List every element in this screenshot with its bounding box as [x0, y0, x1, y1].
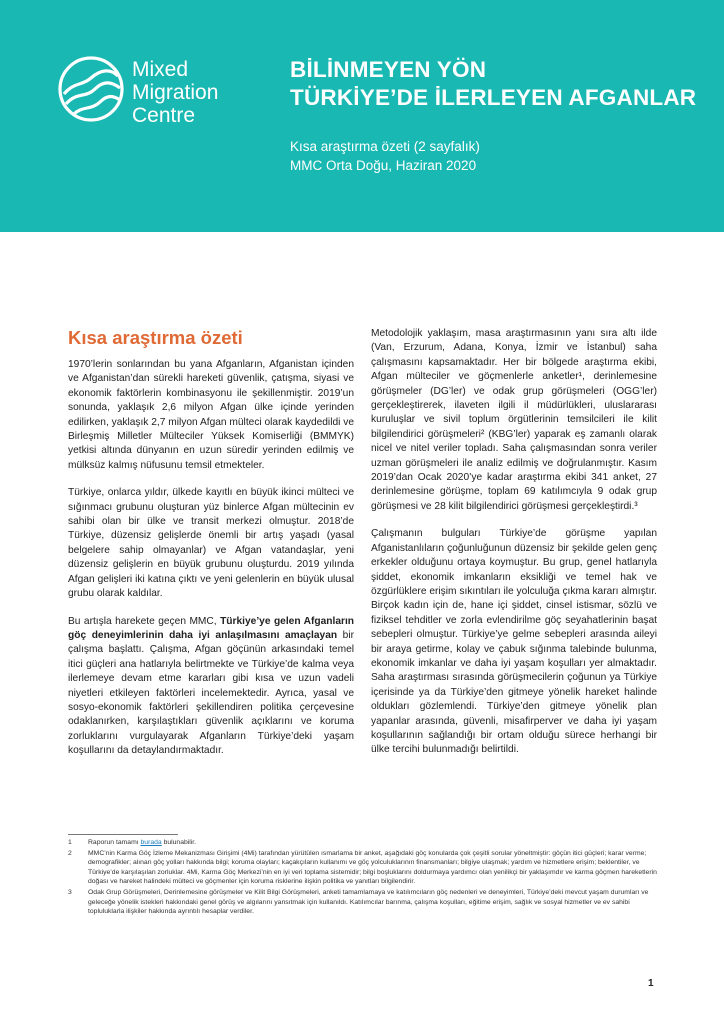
- left-paragraph-3-end: bir çalışma başlattı. Çalışma, Afgan göçünün arkasındaki temel itici güçleri ana hatlarıyla belirtmekte ve Türkiye’de kalma veya ilerlemeye devam etme kararları gibi kısa ve uzun vadeli niyetleri etkileyen faktörleri incelemektedir. Ayrıca, yasal ve sosyo-ekonomik faktörleri şekillendiren politika çerçevesine odaklanırken, karşılaştıkları güvenlik açıklarını ve koruma zorluklarını vurgulayarak Afganların Türkiye’deki yaşam koşullarını da detaylandırmaktadır.: [68, 629, 355, 757]
- footnote-number: 2: [68, 849, 72, 857]
- left-paragraph-3-bold: Türkiye’ye gelen Afganların göç deneyimlerinin daha iyi anlaşılmasını amaçlayan: [68, 615, 355, 641]
- report-title: [290, 56, 696, 112]
- section-title: Kısa araştırma özeti: [68, 327, 243, 348]
- mmc-logo-text: [132, 58, 218, 127]
- subtitle-line-2: MMC Orta Doğu, Haziran 2020: [290, 158, 477, 173]
- logo-line-3: Centre: [132, 104, 196, 127]
- logo-line-2: Migration: [132, 81, 219, 104]
- footnote-3: [68, 888, 658, 917]
- report-subtitle: [290, 137, 480, 175]
- footnote-1-text-end: bulunabilir.: [161, 839, 197, 846]
- footnote-text: [88, 838, 658, 848]
- mmc-logo-icon: [58, 56, 124, 122]
- right-paragraph-1: Metodolojik yaklaşım, masa araştırmasının yanı sıra altı ilde (Van, Erzurum, Adana, Konya, İzmir ve İstanbul) saha çalışmasını kapsamaktadır. Her bir bölgede araştırma ekibi, Afgan mülteciler ve göçmenlerle anketler¹, derinlemesine görüşmeler (DG’ler) ve odak grup görüşmeleri (OGG’ler) gerçekleştirerek, ilaveten ilgili il müdürlükleri, uluslararası kuruluşlar ve sivil toplum örgütlerinin temsilcileri ile kilit bilgilendirici görüşmeleri² (KBG’ler) yaparak eş zamanlı olarak nicel ve nitel veriler topladı. Saha çalışmasından sonra veriler uzman görüşmeleri ile analiz edilmiş ve doğrulanmıştır. Kasım 2019’dan Ocak 2020’ye kadar araştırma ekibi 341 anket, 27 derinlemesine görüşme, toplam 69 katılımcıyla 9 odak grup görüşmesi ve 28 kilit bilgilendirici görüşmesi gerçekleştirdi.³: [371, 328, 657, 512]
- left-paragraph-3-start: Bu artışla harekete geçen MMC,: [68, 615, 221, 627]
- footnote-1: [68, 838, 658, 848]
- left-paragraph-1: 1970’lerin sonlarından bu yana Afganların, Afganistan içinden ve Afganistan’dan sürekli hareketi güvenlik, çatışma, siyasi ve ekonomik faktörlerin kombinasyonu ile şekillenmiştir. 2019’un sonunda, yaklaşık 2,6 milyon Afgan ülke içinde yerinden edilirken, yaklaşık 2,7 milyon Afgan mülteci olarak kaydedildi ve Birleşmiş Milletler Mülteciler Yüksek Komiserliği (BMMYK) yetkisi altında dünyanın en uzun süredir yerinden edilmiş ve mülksüz kalmış nüfusunu temsil etmekteler.: [68, 359, 354, 471]
- left-paragraph-3: [68, 615, 354, 759]
- footnote-divider: [68, 834, 178, 835]
- left-paragraph-2: Türkiye, onlarca yıldır, ülkede kayıtlı en büyük ikinci mülteci ve sığınmacı grubunu oluşturan yüz binlerce Afgan mültecinin ev sahibi olan bir ülke ve transit merkezi olmuştur. 2018’de Türkiye, düzensiz gelişlerde önemli bir artış yaşadı (yasal belgelere sahip olmayanlar) ve Afgan vatandaşlar, yeni düzensiz gelişlerin en büyük grubunu oluşturdu. 2019 yılında Afgan gelişleri iki katına çıktı ve yeni gelenlerin en büyük ulusal grubu olarak kaldılar.: [68, 487, 354, 600]
- report-header: [0, 0, 724, 232]
- title-line-2: TÜRKİYE’DE İLERLEYEN AFGANLAR: [290, 85, 697, 110]
- left-column: [68, 358, 354, 772]
- footnote-text: MMC’nin Karma Göç İzleme Mekanizması Girişimi (4Mi) tarafından yürütülen ısmarlama bir anket, aşağıdaki göç konularda çok çeşitli sorular yöneltmiştir: göçün itici güçleri; karar verme; demografikler; alınan göç yolları hakkında bilgi; koruma olayları; kaçakçıların kullanımı ve göç yolculuklarının finansmanları; bilgiye ulaşmak; yardım ve hizmetlere erişim; beklentiler, ve Türkiye’de karşılaşılan zorluklar. 4Mi, Karma Göç Merkezi’nin en iyi veri toplama sistemidir; bilgi boşluklarını doldurmaya yardımcı olan yenilikçi bir yaklaşımdır ve karma göçmen hareketlerin doğası ve hareket halindeki mülteci ve göçmenler için koruma risklerine ilişkin politika ve yanıtları bilgilendirir.: [88, 849, 657, 886]
- footnote-number: 1: [68, 839, 72, 846]
- footnote-text: Odak Grup Görüşmeleri, Derinlemesine görüşmeler ve Kilit Bilgi Görüşmeleri, anketi tamamlamaya ve katılımcıların göç nedenleri ve deneyimleri, Türkiye’deki mevcut yaşam durumları ve geleceğe yönelik istekleri hakkındaki genel görüş ve algılarını yansıtmak için kullanıldı. Katılımcılar barınma, çalışma koşulları, eğitime erişim, sağlık ve sosyal hizmetler ve ev sahibi topluluklarla ilişkiler hakkında ayrıntılı hesaplar verdiler.: [88, 888, 649, 916]
- title-line-1: BİLİNMEYEN YÖN: [290, 57, 487, 82]
- footnote-1-text-start: Raporun tamamı: [88, 839, 141, 846]
- footnote-number: 3: [68, 888, 72, 896]
- right-paragraph-2: Çalışmanın bulguları Türkiye’de görüşme yapılan Afganistanlıların çoğunluğunun düzensiz bir şekilde gelen genç erkekler olduğunu ortaya koymuştur. Bu grup, genel hatlarıyla şiddet, ekonomik imkanların eksikliği ve temel hak ve özgürlüklere erişim sıkıntıları ile yolculuğa çıkma kararı almıştır. Birçok kadın için de, hane içi şiddet, cinsel istismar, sözlü ve fiziksel tehditler ve zorla evlendirilme göç seyahatlerinin başat sebepleri olmuştur. Türkiye’ye gelme sebepleri arasında aileyi bir araya getirme, kolay ve çabuk sığınma talebinde bulunma, ekonomik imkanlar ve daha iyi yaşam koşulları yer almaktadır. Saha araştırması sırasında görüşmecilerin çoğunun ya Türkiye içerisinde ya da Türkiye’den gitmeye yönelik hareket halinde oldukları gözlemlendi. Türkiye’den gitmeye yönelik plan yapanlar arasında, güvenli, misafirperver ve daha iyi yaşam koşullarının sağlandığı bir ortam olduğu sürece herhangi bir ülke tercihi bulunmadığı belirtildi.: [371, 528, 657, 756]
- logo-line-1: Mixed: [132, 58, 189, 81]
- page-number: 1: [648, 978, 654, 989]
- right-column: [371, 327, 657, 771]
- report-link[interactable]: burada: [140, 839, 162, 846]
- footnotes: [68, 838, 658, 918]
- footnote-2: [68, 849, 658, 887]
- subtitle-line-1: Kısa araştırma özeti (2 sayfalık): [290, 139, 480, 154]
